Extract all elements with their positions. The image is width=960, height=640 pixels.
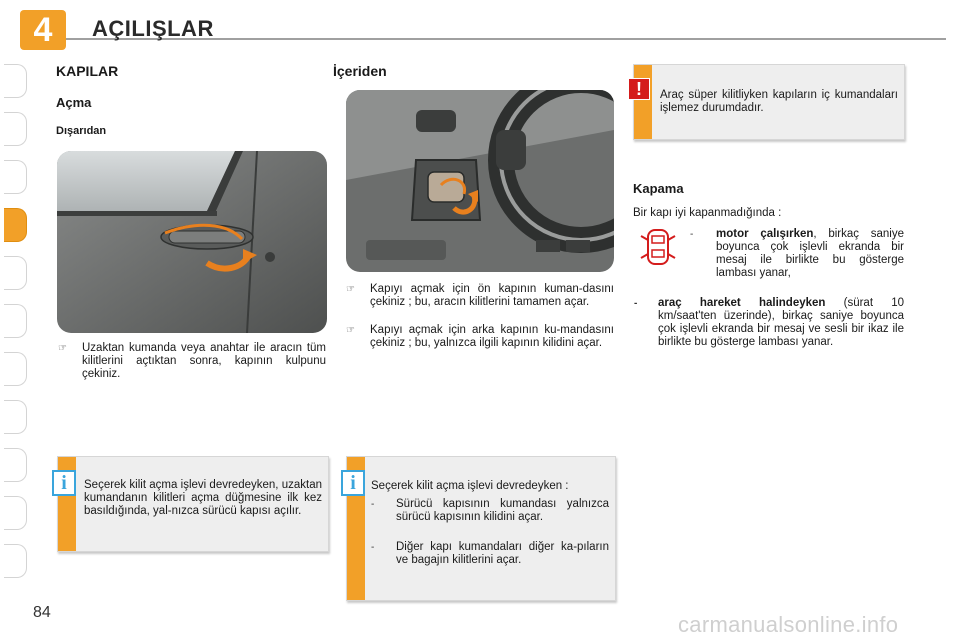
info-box-left [57,456,329,552]
section-title-iceriden: İçeriden [333,63,387,79]
exterior-opening-instruction [58,342,326,381]
door-open-warning-icon [640,226,676,266]
kapama-item-1-bold: motor çalışırken [716,228,814,240]
chapter-tab-1[interactable] [4,64,27,98]
page-title: AÇILIŞLAR [92,16,214,41]
kapama-item-2-bold: araç hareket halindeyken [658,297,826,309]
info-box-middle-item-1-text: Sürücü kapısının kumandası yalnızca sürücü kapısının kilidini açar. [396,498,609,523]
interior-front-text: Kapıyı açmak için ön kapının kuman-dasını çekiniz ; bu, aracın kilitlerini tamamen açar. [370,283,614,308]
chapter-tab-7[interactable] [4,352,27,386]
subsection-title-acma: Açma [56,95,92,110]
kapama-item-2-text: (sürat 10 km/saat'ten üzerinde), birkaç saniye boyunca çok işlevli ekranda bir mesaj ve sesli bir ikaz ile birlikte bu gösterge lambası yanar. [658,297,905,348]
kapama-item-vehicle-moving [634,297,905,349]
info-icon: i [341,470,365,496]
interior-rear-text: Kapıyı açmak için arka kapının ku-mandasını çekiniz ; bu, yalnızca ilgili kapının kilidini açar. [370,324,614,349]
watermark: carmanualsonline.info [678,612,899,637]
info-box-middle-item-1 [371,498,609,524]
warning-box [633,64,905,140]
interior-handle-drawing [346,90,614,272]
exterior-door-handle-illustration [57,151,327,333]
finger-pointer-icon: ☞ [346,284,355,295]
warning-text: Araç süper kilitliyken kapıların iç kumandaları işlemez durumdadır. [660,89,898,114]
info-box-left-text: Seçerek kilit açma işlevi devredeyken, uzaktan kumandanın kilitleri açma düğmesine ilk kez basıldığında, yal-nızca sürücü kapısı açılır. [84,479,322,517]
kapama-item-engine-running [690,228,904,280]
chapter-tab-10[interactable] [4,496,27,530]
kapama-item-1-text: , birkaç saniye boyunca çok işlevli ekranda bir mesaj ile birlikte bu gösterge lambası yanar, [716,228,904,279]
dash-bullet: - [371,499,375,510]
chapter-tab-9[interactable] [4,448,27,482]
info-box-middle-item-2 [371,541,609,567]
door-handle-drawing [57,151,327,333]
info-box-middle-item-2-text: Diğer kapı kumandaları diğer ka-pıların ve bagajın kilitlerini açar. [396,541,609,566]
chapter-tab-5[interactable] [4,256,27,290]
subsection-title-kapama: Kapama [633,181,684,196]
interior-front-instruction [346,283,614,309]
section-title-kapilar: KAPILAR [56,63,119,79]
kapama-intro: Bir kapı iyi kapanmadığında : [633,207,782,219]
exclamation-icon: ! [628,78,650,100]
chapter-tab-6[interactable] [4,304,27,338]
interior-rear-instruction [346,324,614,350]
chapter-number-badge: 4 [20,10,66,50]
info-box-middle [346,456,616,601]
dash-bullet: - [634,298,638,309]
info-icon: i [52,470,76,496]
chapter-tab-11[interactable] [4,544,27,578]
chapter-tab-3[interactable] [4,160,27,194]
chapter-tab-8[interactable] [4,400,27,434]
dash-bullet: - [690,229,694,240]
finger-pointer-icon: ☞ [58,343,67,354]
exterior-opening-text: Uzaktan kumanda veya anahtar ile aracın tüm kilitlerini açtıktan sonra, kapının kulpunu çekiniz. [82,342,326,380]
finger-pointer-icon: ☞ [346,325,355,336]
warning-box-accent-strip [634,65,652,139]
info-box-middle-intro: Seçerek kilit açma işlevi devredeyken : [371,480,569,492]
interior-door-handle-illustration [346,90,614,272]
chapter-tab-4-active[interactable] [4,208,27,242]
subsection-title-disaridan: Dışarıdan [56,125,107,137]
page-number: 84 [33,604,51,621]
chapter-tab-2[interactable] [4,112,27,146]
dash-bullet: - [371,542,375,553]
